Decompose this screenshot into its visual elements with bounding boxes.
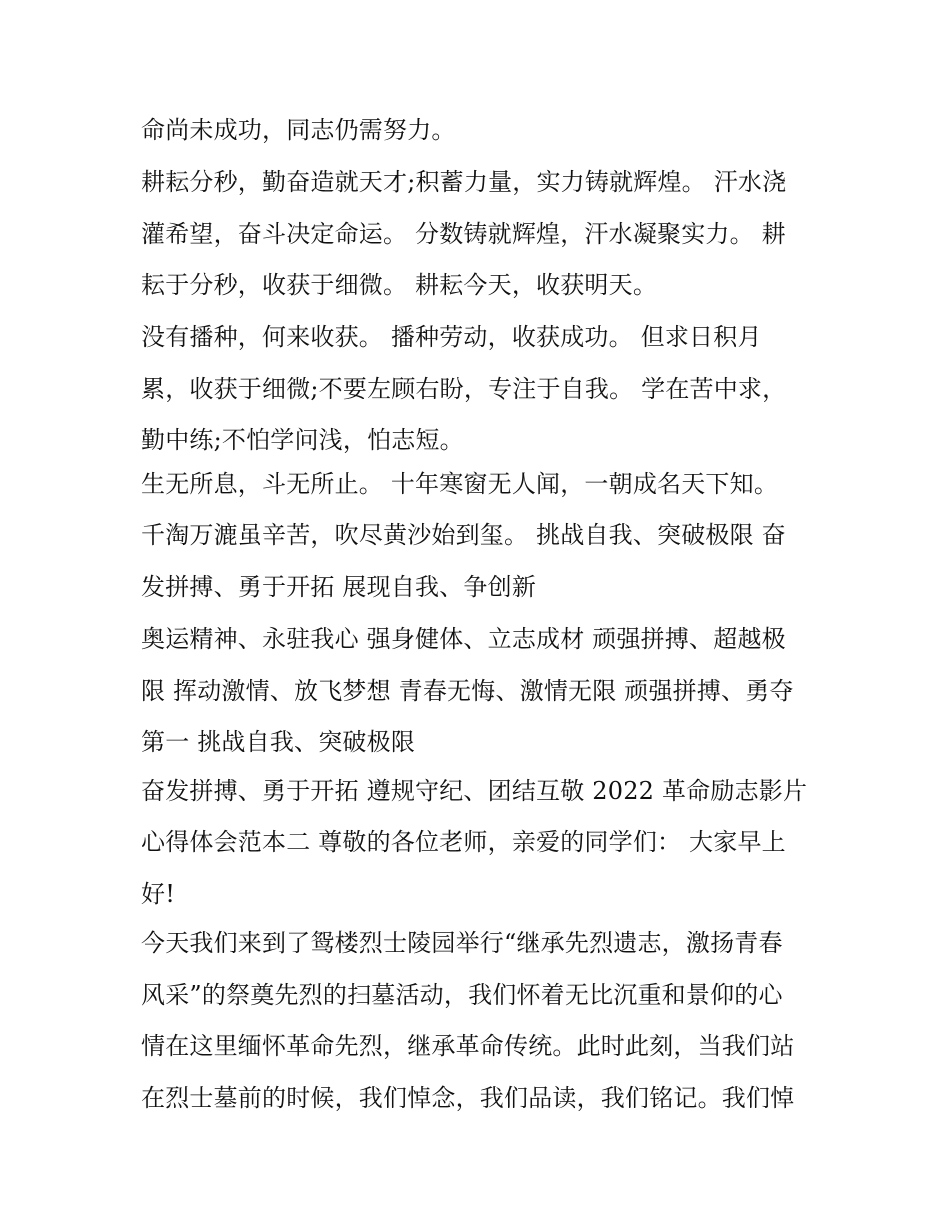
text-line: 风采”的祭奠先烈的扫墓活动，我们怀着无比沉重和景仰的心 [141,981,783,1009]
text-line: 耕耘分秒，勤奋造就天才;积蓄力量，实力铸就辉煌。 汗水浇 [141,168,787,196]
text-line: 灌希望，奋斗决定命运。 分数铸就辉煌，汗水凝聚实力。 耕 [141,220,786,248]
text-line: 奋发拼搏、勇于开拓 遵规守纪、团结互敬 2022 革命励志影片 [141,777,808,805]
text-line: 第一 挑战自我、突破极限 [141,728,416,756]
text-line: 没有播种，何来收获。 播种劳动，收获成功。 但求日积月 [141,323,762,351]
text-line: 情在这里缅怀革命先烈，继承革命传统。此时此刻，当我们站 [141,1032,795,1060]
text-line: 生无所息，斗无所止。 十年寒窗无人闻，一朝成名天下知。 [141,470,779,498]
text-line: 千淘万漉虽辛苦，吹尽黄沙始到玺。 挑战自我、突破极限 奋 [141,521,786,549]
text-line: 今天我们来到了鸳楼烈士陵园举行“继承先烈遗志，激扬青春 [141,929,783,957]
text-line: 发拼搏、勇于开拓 展现自我、争创新 [141,573,537,601]
text-line: 命尚未成功，同志仍需努力。 [141,116,456,144]
text-line: 勤中练;不怕学问浅，怕志短。 [141,426,464,454]
text-line: 累，收获于细微;不要左顾右盼，专注于自我。 学在苦中求， [141,375,787,403]
text-line: 耘于分秒，收获于细微。 耕耘今天，收获明天。 [141,271,658,299]
text-line: 在烈士墓前的时候，我们悼念，我们品读，我们铭记。我们悼 [141,1084,795,1112]
text-line: 心得体会范本二 尊敬的各位老师，亲爱的同学们： 大家早上 [141,828,786,856]
text-line: 限 挥动激情、放飞梦想 青春无悔、激情无限 顽强拼搏、勇夺 [141,677,794,705]
text-line: 奥运精神、永驻我心 强身健体、立志成材 顽强拼搏、超越极 [141,625,786,653]
text-line: 好! [141,880,176,908]
